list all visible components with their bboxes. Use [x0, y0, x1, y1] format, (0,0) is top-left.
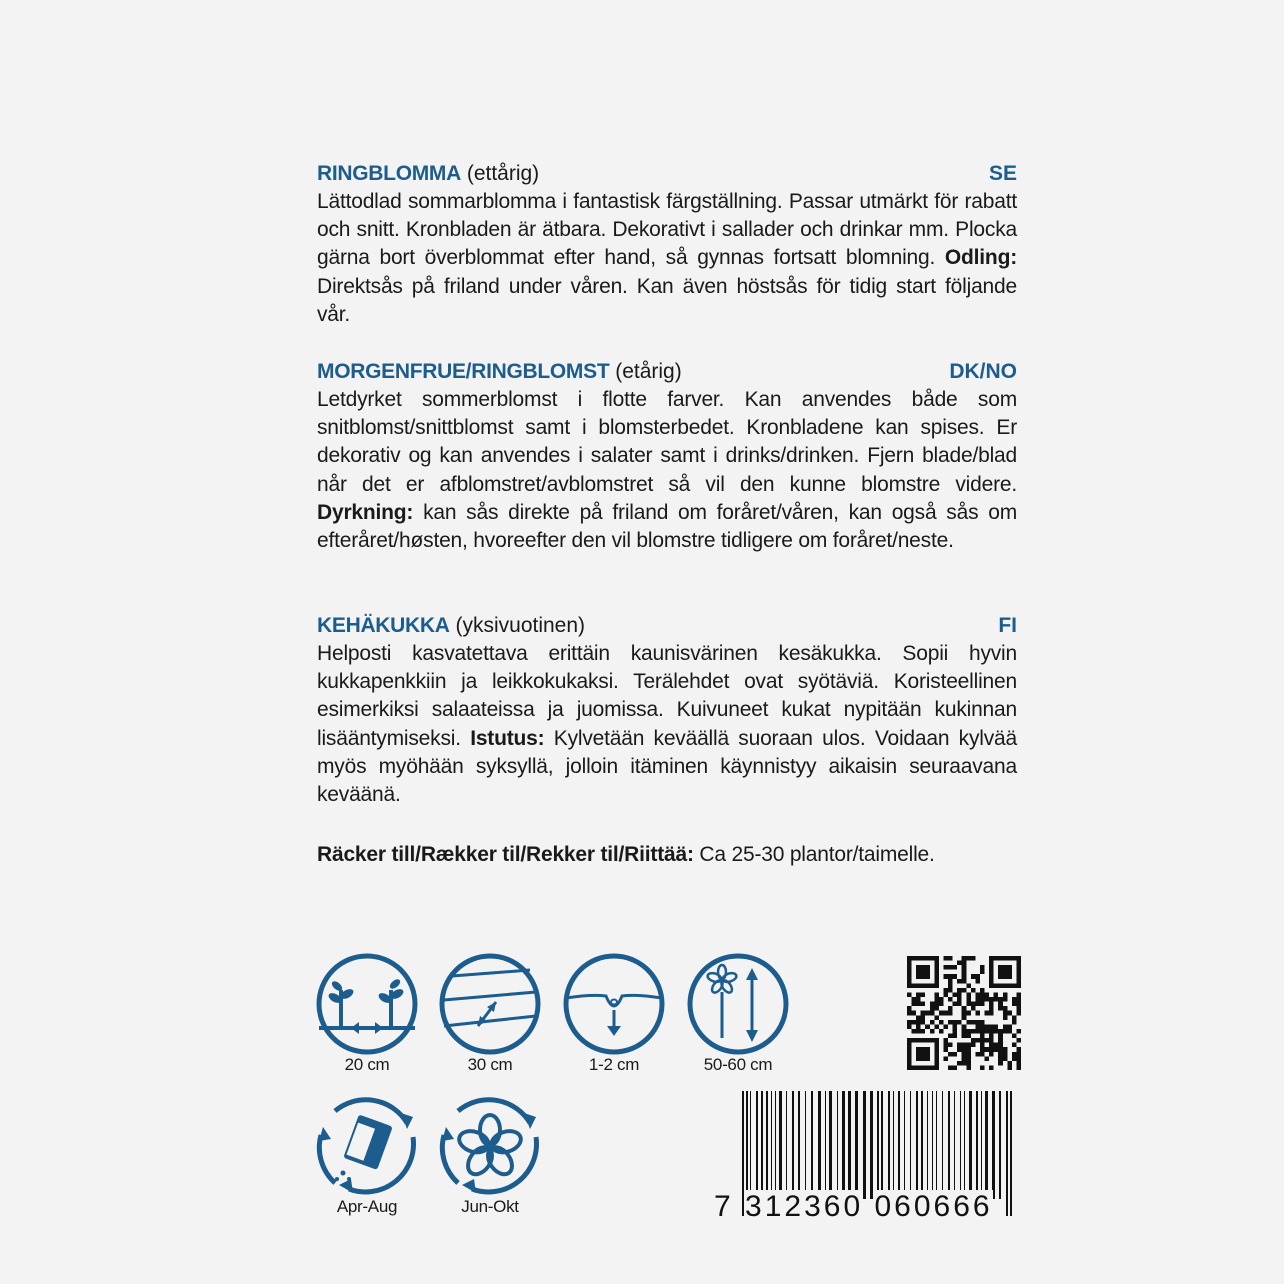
flowering-time-icon: [438, 1093, 542, 1197]
barcode-left-group: 312360: [745, 1190, 864, 1223]
sowing-time-icon: [315, 1093, 419, 1197]
section-title: KEHÄKUKKA: [317, 614, 450, 637]
section-header: [317, 358, 1017, 386]
body-text: Letdyrket sommerblomst i flotte farver. Kan anvendes både som snitblomst/snittblomst samt i blomsterbedet. Kronbladene kan spises. Er dekorativ og kan anvendes i salater samt i drinks/drinken. Fjern blade/blad når det er afblomstret/avblomstret så vil den kunne blomstre videre.: [317, 388, 1017, 496]
section-se: [317, 160, 1017, 329]
barcode-number: [714, 1190, 1014, 1224]
body-text: Lättodlad sommarblomma i fantastisk färgställning. Passar utmärkt för rabatt och snitt. Kronbladen är ätbara. Dekorativt i sallader och drinkar mm. Plocka gärna bort överblommat efter hand, så gynnas fortsatt blomning.: [317, 190, 1017, 270]
flowering-time-label: Jun-Okt: [461, 1197, 519, 1216]
yield-label: Räcker till/Rækker til/Rekker til/Riittää:: [317, 843, 694, 866]
section-title: MORGENFRUE/RINGBLOMST: [317, 360, 610, 383]
language-code: FI: [998, 614, 1017, 637]
language-code: DK/NO: [949, 360, 1017, 383]
barcode-first-digit: 7: [714, 1190, 734, 1223]
section-subtitle: (ettårig): [466, 162, 540, 185]
yield-line: [317, 841, 935, 869]
sowing-depth-icon: [562, 952, 666, 1056]
body-label: Dyrkning:: [317, 500, 414, 524]
plant-spacing-icon: [315, 952, 419, 1056]
section-header: [317, 612, 1017, 640]
row-spacing-icon: [438, 952, 542, 1056]
barcode-right-group: 060666: [874, 1190, 993, 1223]
body-text: Kylvetään keväällä suoraan ulos. Voidaan kylvää myös myöhään syksyllä, jolloin itäminen käynnistyy aikaisin seuraavana keväänä.: [317, 726, 1017, 807]
body-label: Istutus:: [470, 726, 545, 750]
sowing-time-label: Apr-Aug: [336, 1197, 398, 1216]
body-text: Direktsås på friland under våren. Kan även höstsås för tidig start följande vår.: [317, 274, 1017, 326]
section-body: [317, 386, 1017, 555]
body-label: Odling:: [944, 246, 1017, 270]
section-body: [317, 640, 1017, 809]
section-fi: [317, 612, 1017, 809]
section-header: [317, 160, 1017, 188]
row-spacing-label: 30 cm: [467, 1055, 513, 1074]
section-subtitle: (etårig): [615, 360, 682, 383]
sowing-depth-label: 1-2 cm: [588, 1055, 640, 1074]
qr-code: [907, 956, 1021, 1070]
plant-height-label: 50-60 cm: [703, 1055, 773, 1074]
language-code: SE: [988, 162, 1017, 185]
section-subtitle: (yksivuotinen): [455, 614, 586, 637]
plant-spacing-label: 20 cm: [344, 1055, 390, 1074]
section-dk-no: [317, 358, 1017, 555]
yield-value: Ca 25-30 plantor/taimelle.: [693, 843, 935, 866]
plant-height-icon: [686, 952, 790, 1056]
section-body: [317, 188, 1017, 329]
section-title: RINGBLOMMA: [317, 162, 461, 185]
body-text: kan sås direkte på friland om foråret/våren, kan også sås om efteråret/høsten, hvoreefter den vil blomstre tidligere om foråret/neste.: [317, 500, 1017, 553]
body-text: Helposti kasvatettava erittäin kaunisvärinen kesäkukka. Sopii hyvin kukkapenkkiin ja leikkokukaksi. Terälehdet ovat syötäviä. Koristeellinen esimerkiksi salaateissa ja juomissa. Kuivuneet kukat nypitään kukinnan lisääntymiseksi.: [317, 642, 1017, 750]
